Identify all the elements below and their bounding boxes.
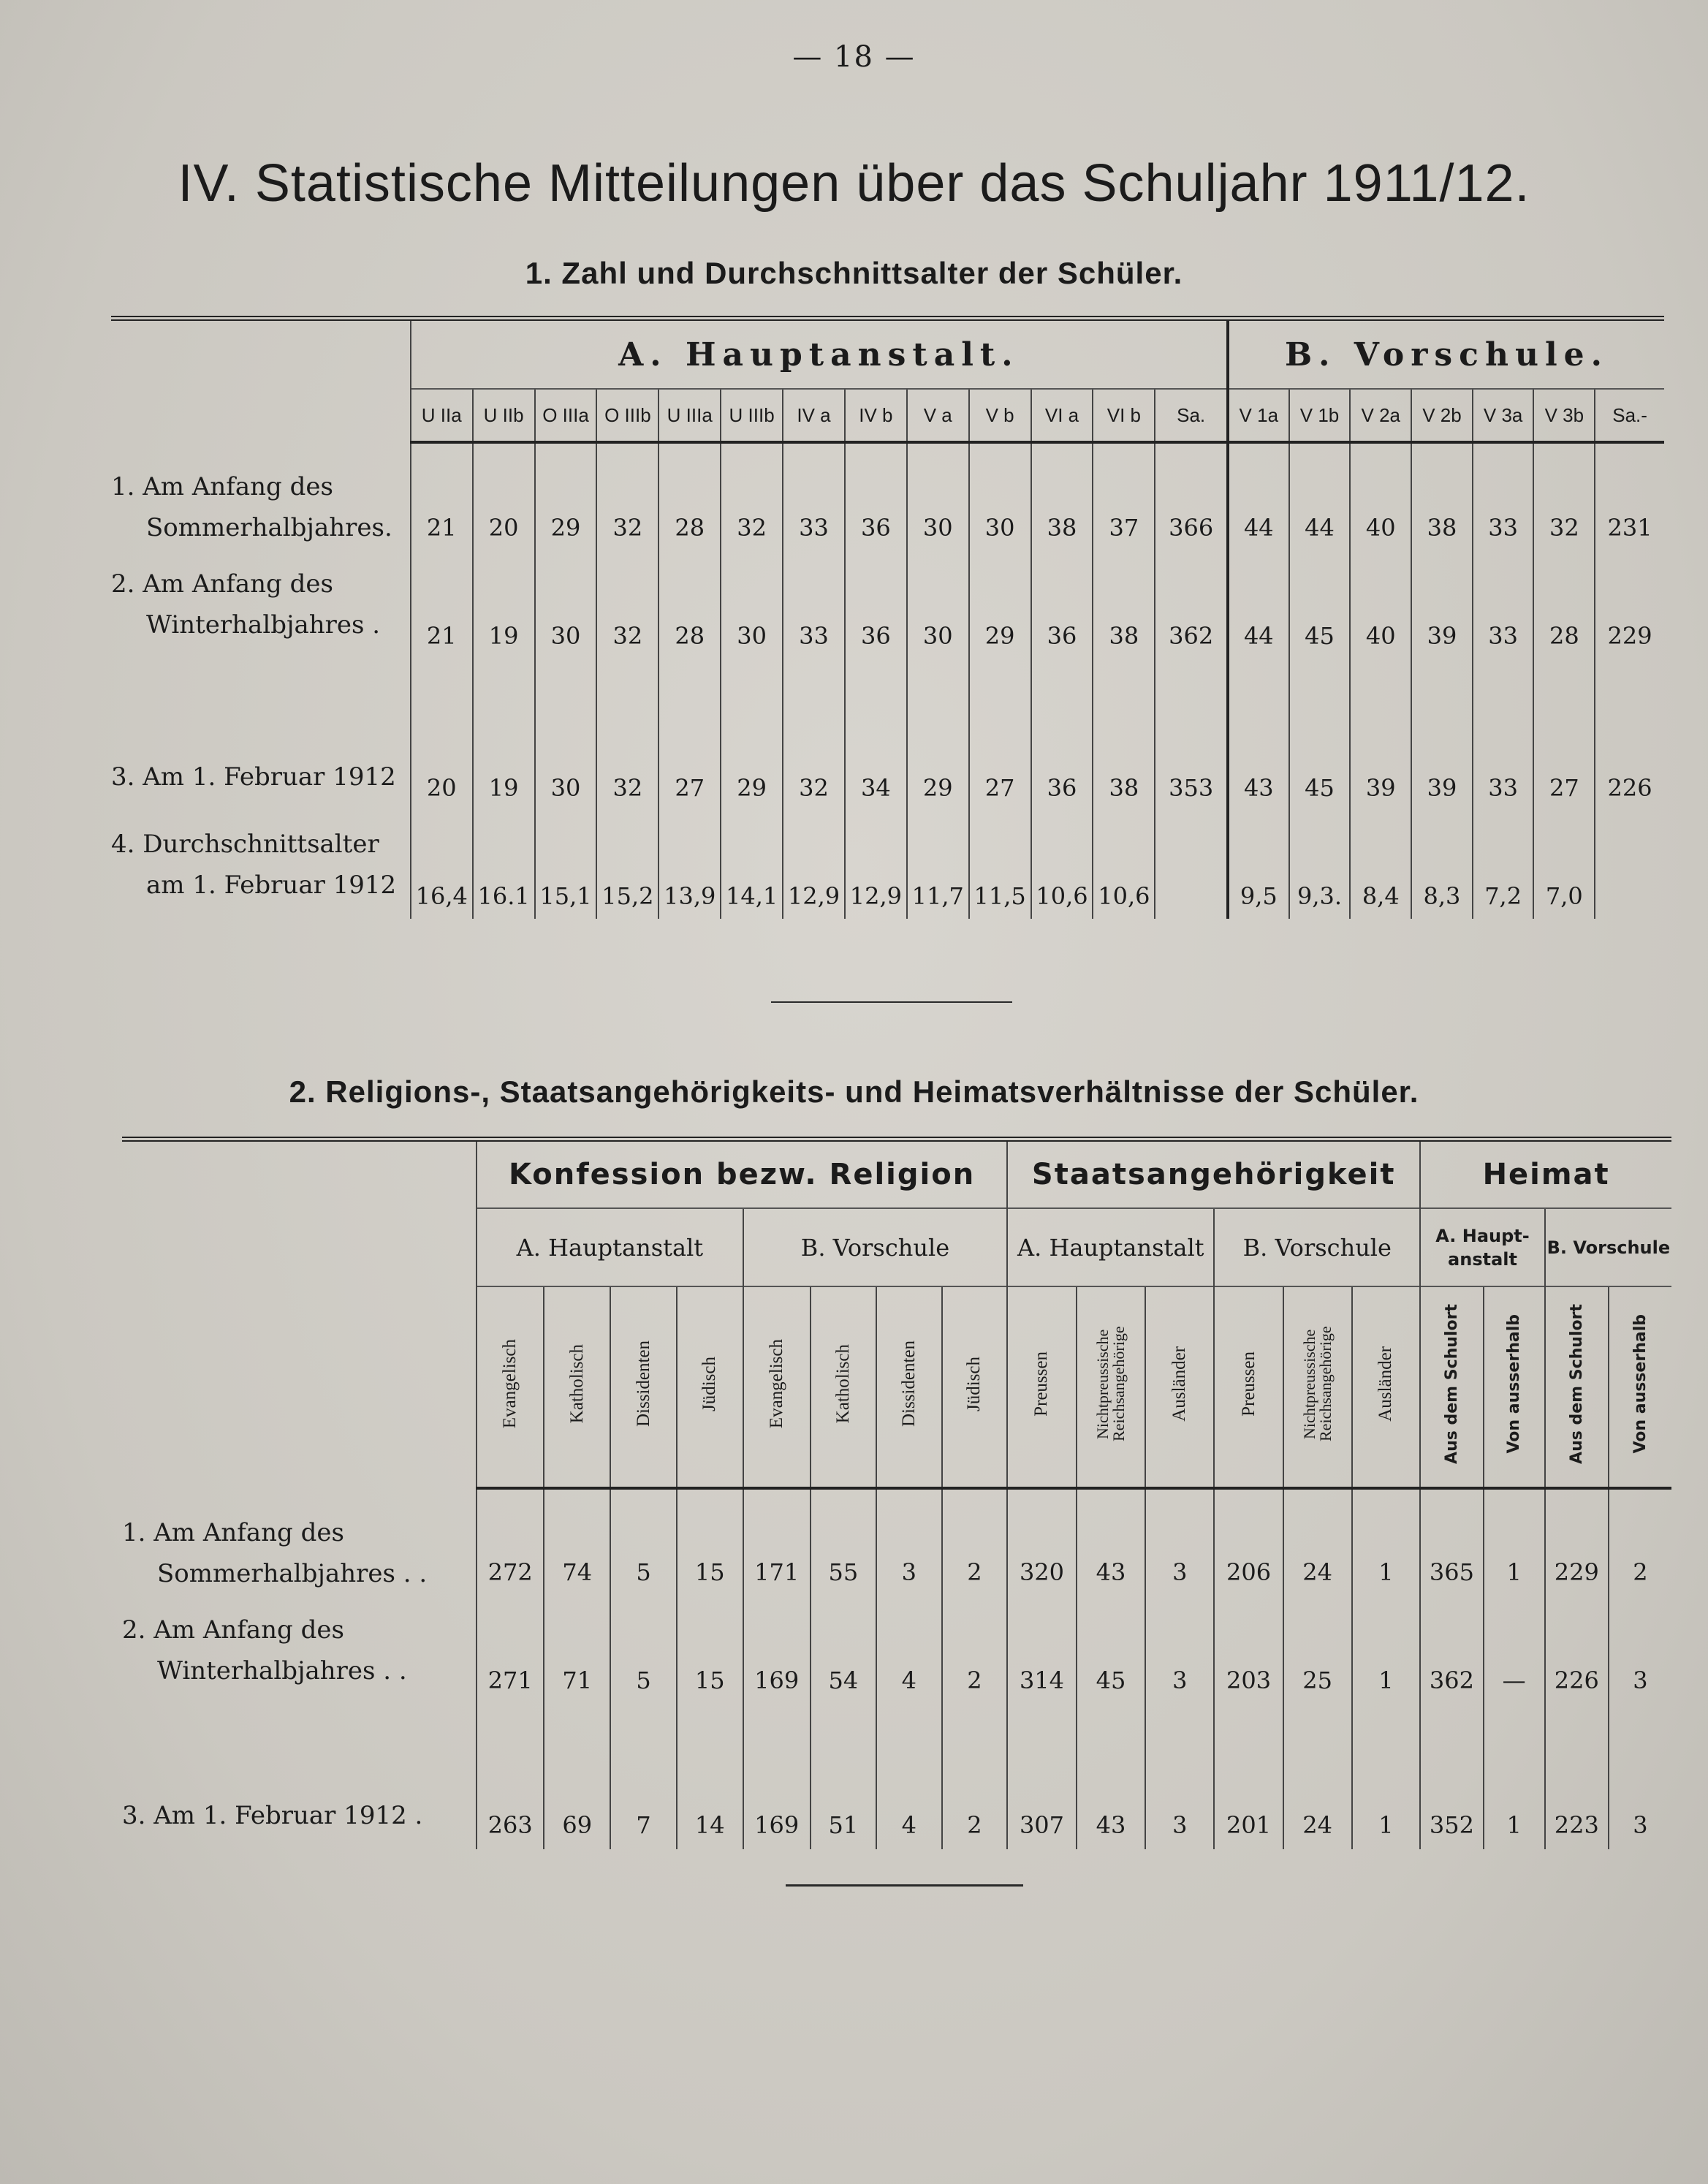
- row-label: [111, 550, 411, 659]
- col-header: VI a: [1031, 389, 1093, 442]
- table-cell: 38: [1093, 550, 1155, 659]
- table-cell: 5: [610, 1596, 676, 1705]
- table-cell: 54: [811, 1596, 876, 1705]
- table-cell: 314: [1007, 1596, 1077, 1705]
- table-cell: 7: [610, 1741, 676, 1849]
- table-row: [122, 1741, 1671, 1849]
- table-cell: 2: [942, 1488, 1008, 1596]
- subgroup-vorschule: B. Vorschule: [1214, 1208, 1420, 1286]
- table-cell: 43: [1077, 1488, 1145, 1596]
- table-cell: 27: [969, 702, 1031, 811]
- table-cell: 7,0: [1533, 811, 1595, 919]
- table-cell: 43: [1228, 702, 1289, 811]
- table-cell: 32: [596, 442, 658, 550]
- table-cell: 10,6: [1093, 811, 1155, 919]
- row-spacer: [122, 1705, 1671, 1741]
- col-header: Aus dem Schulort: [1442, 1304, 1461, 1464]
- col-header: Evangelisch: [500, 1339, 520, 1429]
- table-cell: 3: [1145, 1741, 1214, 1849]
- col-header: V 1a: [1228, 389, 1289, 442]
- section2-title: 2. Religions-, Staatsangehörigkeits- und Heimatsverhältnisse der Schüler.: [289, 1074, 1419, 1109]
- table-cell: 353: [1155, 702, 1228, 811]
- row-label-line2: Winterhalbjahres . .: [157, 1656, 407, 1686]
- row-label-header: [111, 319, 411, 443]
- row-label-line2: Winterhalbjahres .: [146, 610, 381, 640]
- table-cell: 32: [596, 702, 658, 811]
- table-cell: 15,2: [596, 811, 658, 919]
- col-header: Ausländer: [1375, 1346, 1396, 1422]
- table-cell: 36: [1031, 550, 1093, 659]
- col-header: U IIb: [473, 389, 535, 442]
- row-label-line1: 1. Am Anfang des: [122, 1518, 344, 1547]
- table-cell: 365: [1420, 1488, 1483, 1596]
- table-cell: 271: [477, 1596, 544, 1705]
- row-label-line1: [111, 716, 410, 757]
- table-cell: 32: [596, 550, 658, 659]
- table-cell: 30: [721, 550, 783, 659]
- table-cell: 352: [1420, 1741, 1483, 1849]
- row-label: [122, 1741, 477, 1849]
- col-header: Katholisch: [832, 1344, 853, 1424]
- table-cell: 1: [1484, 1741, 1545, 1849]
- col-header: V 3b: [1533, 389, 1595, 442]
- table-cell: 1: [1352, 1741, 1421, 1849]
- row-label: [111, 811, 411, 919]
- col-header: Sa.-: [1595, 389, 1664, 442]
- col-header: V 3a: [1473, 389, 1534, 442]
- table-row: [122, 1596, 1671, 1705]
- group-staatsangehoerigkeit: Staatsangehörigkeit: [1007, 1140, 1420, 1209]
- col-header: O IIIb: [596, 389, 658, 442]
- col-header: IV b: [845, 389, 907, 442]
- table-cell: 12,9: [845, 811, 907, 919]
- table-cell: 169: [743, 1596, 811, 1705]
- col-header: V b: [969, 389, 1031, 442]
- subgroup-vorschule: B. Vorschule: [743, 1208, 1007, 1286]
- table-cell: 229: [1545, 1488, 1609, 1596]
- page-number: — 18 —: [792, 40, 916, 74]
- table-cell: 3: [1145, 1488, 1214, 1596]
- table-cell: 39: [1350, 702, 1411, 811]
- col-header: O IIIa: [535, 389, 597, 442]
- table-cell: 30: [535, 702, 597, 811]
- table-cell: 226: [1595, 702, 1664, 811]
- table-cell: 3: [876, 1488, 942, 1596]
- table-cell: 19: [473, 702, 535, 811]
- row-label-line1: [122, 1754, 476, 1795]
- table-cell: 320: [1007, 1488, 1077, 1596]
- row-label-line1: 2. Am Anfang des: [111, 569, 333, 599]
- table-cell: 36: [845, 442, 907, 550]
- table-cell: 15,1: [535, 811, 597, 919]
- table-cell: 307: [1007, 1741, 1077, 1849]
- table-cell: 38: [1093, 702, 1155, 811]
- table-cell: 13,9: [658, 811, 721, 919]
- table-cell: 12,9: [783, 811, 845, 919]
- table-row: [122, 1488, 1671, 1596]
- col-header: U IIa: [411, 389, 473, 442]
- row-label-line1: 4. Durchschnittsalter: [111, 830, 379, 859]
- row-label-line1: 1. Am Anfang des: [111, 472, 333, 501]
- row-label: [122, 1596, 477, 1705]
- table-cell: 7,2: [1473, 811, 1534, 919]
- table-cell: 39: [1411, 702, 1473, 811]
- col-header: Evangelisch: [766, 1339, 786, 1429]
- section-divider: [771, 1001, 1012, 1003]
- subgroup-hauptanstalt: A. Haupt- anstalt: [1420, 1208, 1545, 1286]
- table-row: [111, 550, 1664, 659]
- table-cell: 4: [876, 1741, 942, 1849]
- table-cell: 206: [1214, 1488, 1283, 1596]
- col-header: V 2a: [1350, 389, 1411, 442]
- row-label-line1: 2. Am Anfang des: [122, 1615, 344, 1645]
- table-cell: 45: [1289, 550, 1351, 659]
- col-header: Von ausserhalb: [1505, 1314, 1524, 1454]
- row-label: [122, 1488, 477, 1596]
- table-cell: 16.1: [473, 811, 535, 919]
- table-cell: 32: [783, 702, 845, 811]
- table-cell: 33: [783, 442, 845, 550]
- table-cell: 44: [1228, 442, 1289, 550]
- table-cell: 33: [1473, 702, 1534, 811]
- table-cell: 32: [721, 442, 783, 550]
- table-cell: 40: [1350, 550, 1411, 659]
- col-header: Ausländer: [1169, 1346, 1190, 1422]
- table-cell: 3: [1145, 1596, 1214, 1705]
- table-cell: 39: [1411, 550, 1473, 659]
- table-cell: 37: [1093, 442, 1155, 550]
- table-cell: 19: [473, 550, 535, 659]
- table-cell: 10,6: [1031, 811, 1093, 919]
- table-cell: 38: [1031, 442, 1093, 550]
- table-cell: —: [1484, 1596, 1545, 1705]
- group-hauptanstalt: A. Hauptanstalt.: [411, 319, 1228, 390]
- table-cell: 9,3.: [1289, 811, 1351, 919]
- table-cell: 36: [845, 550, 907, 659]
- row-label-line2: 3. Am 1. Februar 1912: [111, 762, 396, 792]
- table-cell: 30: [969, 442, 1031, 550]
- row-label: [111, 442, 411, 550]
- pupil-count-rows: [111, 442, 1664, 919]
- table-cell: 20: [411, 702, 473, 811]
- table-cell: 30: [907, 442, 969, 550]
- col-header: U IIIb: [721, 389, 783, 442]
- col-header: U IIIa: [658, 389, 721, 442]
- row-label: [111, 702, 411, 811]
- table-cell: 15: [677, 1488, 743, 1596]
- table-cell: 11,7: [907, 811, 969, 919]
- table-row: [111, 442, 1664, 550]
- table-cell: 25: [1283, 1596, 1352, 1705]
- table-cell: 24: [1283, 1488, 1352, 1596]
- row-label-line2: am 1. Februar 1912: [146, 871, 397, 900]
- table-cell: 28: [658, 550, 721, 659]
- table-cell: 71: [544, 1596, 610, 1705]
- col-header: V a: [907, 389, 969, 442]
- table-cell: 40: [1350, 442, 1411, 550]
- table-cell: 33: [1473, 442, 1534, 550]
- table-cell: 20: [473, 442, 535, 550]
- table-cell: 362: [1420, 1596, 1483, 1705]
- table-cell: 32: [1533, 442, 1595, 550]
- col-header: Preussen: [1238, 1351, 1259, 1417]
- table-cell: 29: [721, 702, 783, 811]
- table-row: [111, 702, 1664, 811]
- table-cell: 272: [477, 1488, 544, 1596]
- col-header: IV a: [783, 389, 845, 442]
- row-label-line2: Sommerhalbjahres . .: [157, 1559, 428, 1588]
- row-spacer: [111, 659, 1664, 702]
- table-cell: 231: [1595, 442, 1664, 550]
- table-cell: 29: [907, 702, 969, 811]
- col-header: V 2b: [1411, 389, 1473, 442]
- table-cell: 201: [1214, 1741, 1283, 1849]
- col-header: Aus dem Schulort: [1567, 1304, 1586, 1464]
- table-cell: 29: [969, 550, 1031, 659]
- table-cell: 1: [1352, 1596, 1421, 1705]
- table-cell: 45: [1289, 702, 1351, 811]
- table-cell: 29: [535, 442, 597, 550]
- table-cell: 33: [1473, 550, 1534, 659]
- table-cell: 14,1: [721, 811, 783, 919]
- subgroup-hauptanstalt: A. Hauptanstalt: [477, 1208, 743, 1286]
- table-cell: 9,5: [1228, 811, 1289, 919]
- table-cell: 1: [1352, 1488, 1421, 1596]
- col-header: Nichtpreussische Reichsangehörige: [1093, 1326, 1128, 1442]
- subgroup-hauptanstalt: A. Hauptanstalt: [1007, 1208, 1214, 1286]
- table-cell: 51: [811, 1741, 876, 1849]
- section1-title: 1. Zahl und Durchschnittsalter der Schüler.: [525, 256, 1183, 290]
- table-cell: 223: [1545, 1741, 1609, 1849]
- table-cell: 366: [1155, 442, 1228, 550]
- table-cell: 30: [907, 550, 969, 659]
- page-title: IV. Statistische Mitteilungen über das Schuljahr 1911/12.: [178, 154, 1530, 213]
- table-cell: 28: [1533, 550, 1595, 659]
- col-header: Nichtpreussische Reichsangehörige: [1299, 1326, 1335, 1442]
- table-cell: 16,4: [411, 811, 473, 919]
- table-cell: 3: [1609, 1596, 1671, 1705]
- table-row: [111, 811, 1664, 919]
- row-label-header: [122, 1140, 477, 1489]
- table-cell: [1155, 811, 1228, 919]
- table-cell: 1: [1484, 1488, 1545, 1596]
- table-cell: 55: [811, 1488, 876, 1596]
- table-cell: 169: [743, 1741, 811, 1849]
- table-cell: 43: [1077, 1741, 1145, 1849]
- col-header: Dissidenten: [898, 1341, 919, 1427]
- row-label-line2: Sommerhalbjahres.: [146, 513, 392, 542]
- table-cell: 171: [743, 1488, 811, 1596]
- col-header: VI b: [1093, 389, 1155, 442]
- table-cell: 34: [845, 702, 907, 811]
- col-header: V 1b: [1289, 389, 1351, 442]
- table-cell: 45: [1077, 1596, 1145, 1705]
- table-cell: 2: [942, 1741, 1008, 1849]
- table-cell: 2: [942, 1596, 1008, 1705]
- pupil-count-table: [111, 316, 1664, 919]
- table-cell: 4: [876, 1596, 942, 1705]
- table-cell: 27: [1533, 702, 1595, 811]
- table-cell: 33: [783, 550, 845, 659]
- table-cell: 226: [1545, 1596, 1609, 1705]
- col-header: Katholisch: [566, 1344, 587, 1424]
- table-cell: 15: [677, 1596, 743, 1705]
- table-cell: 36: [1031, 702, 1093, 811]
- table-cell: [1595, 811, 1664, 919]
- table-cell: 69: [544, 1741, 610, 1849]
- table-cell: 3: [1609, 1741, 1671, 1849]
- table-cell: 8,3: [1411, 811, 1473, 919]
- religion-rows: [122, 1488, 1671, 1849]
- section-divider: [786, 1884, 1023, 1887]
- col-header: Dissidenten: [633, 1341, 653, 1427]
- table-cell: 14: [677, 1741, 743, 1849]
- subgroup-vorschule: B. Vorschule: [1545, 1208, 1671, 1286]
- group-konfession: Konfession bezw. Religion: [477, 1140, 1007, 1209]
- table-cell: 21: [411, 442, 473, 550]
- col-header: Jüdisch: [964, 1357, 984, 1411]
- table-cell: 38: [1411, 442, 1473, 550]
- table-cell: 44: [1228, 550, 1289, 659]
- col-header: Sa.: [1155, 389, 1228, 442]
- col-header: Preussen: [1031, 1351, 1052, 1417]
- table-cell: 27: [658, 702, 721, 811]
- col-header: Von ausserhalb: [1631, 1314, 1650, 1454]
- table-cell: 203: [1214, 1596, 1283, 1705]
- col-header: Jüdisch: [699, 1357, 720, 1411]
- table-cell: 24: [1283, 1741, 1352, 1849]
- table-cell: 229: [1595, 550, 1664, 659]
- table-cell: 5: [610, 1488, 676, 1596]
- table-cell: 21: [411, 550, 473, 659]
- group-heimat: Heimat: [1420, 1140, 1671, 1209]
- table-cell: 362: [1155, 550, 1228, 659]
- group-vorschule: B. Vorschule.: [1228, 319, 1664, 390]
- table-cell: 30: [535, 550, 597, 659]
- row-label-line2: 3. Am 1. Februar 1912 .: [122, 1801, 423, 1830]
- table-cell: 263: [477, 1741, 544, 1849]
- table-cell: 2: [1609, 1488, 1671, 1596]
- religion-citizenship-table: [122, 1137, 1671, 1849]
- table-cell: 8,4: [1350, 811, 1411, 919]
- table-cell: 74: [544, 1488, 610, 1596]
- table-cell: 28: [658, 442, 721, 550]
- table-cell: 44: [1289, 442, 1351, 550]
- table-cell: 11,5: [969, 811, 1031, 919]
